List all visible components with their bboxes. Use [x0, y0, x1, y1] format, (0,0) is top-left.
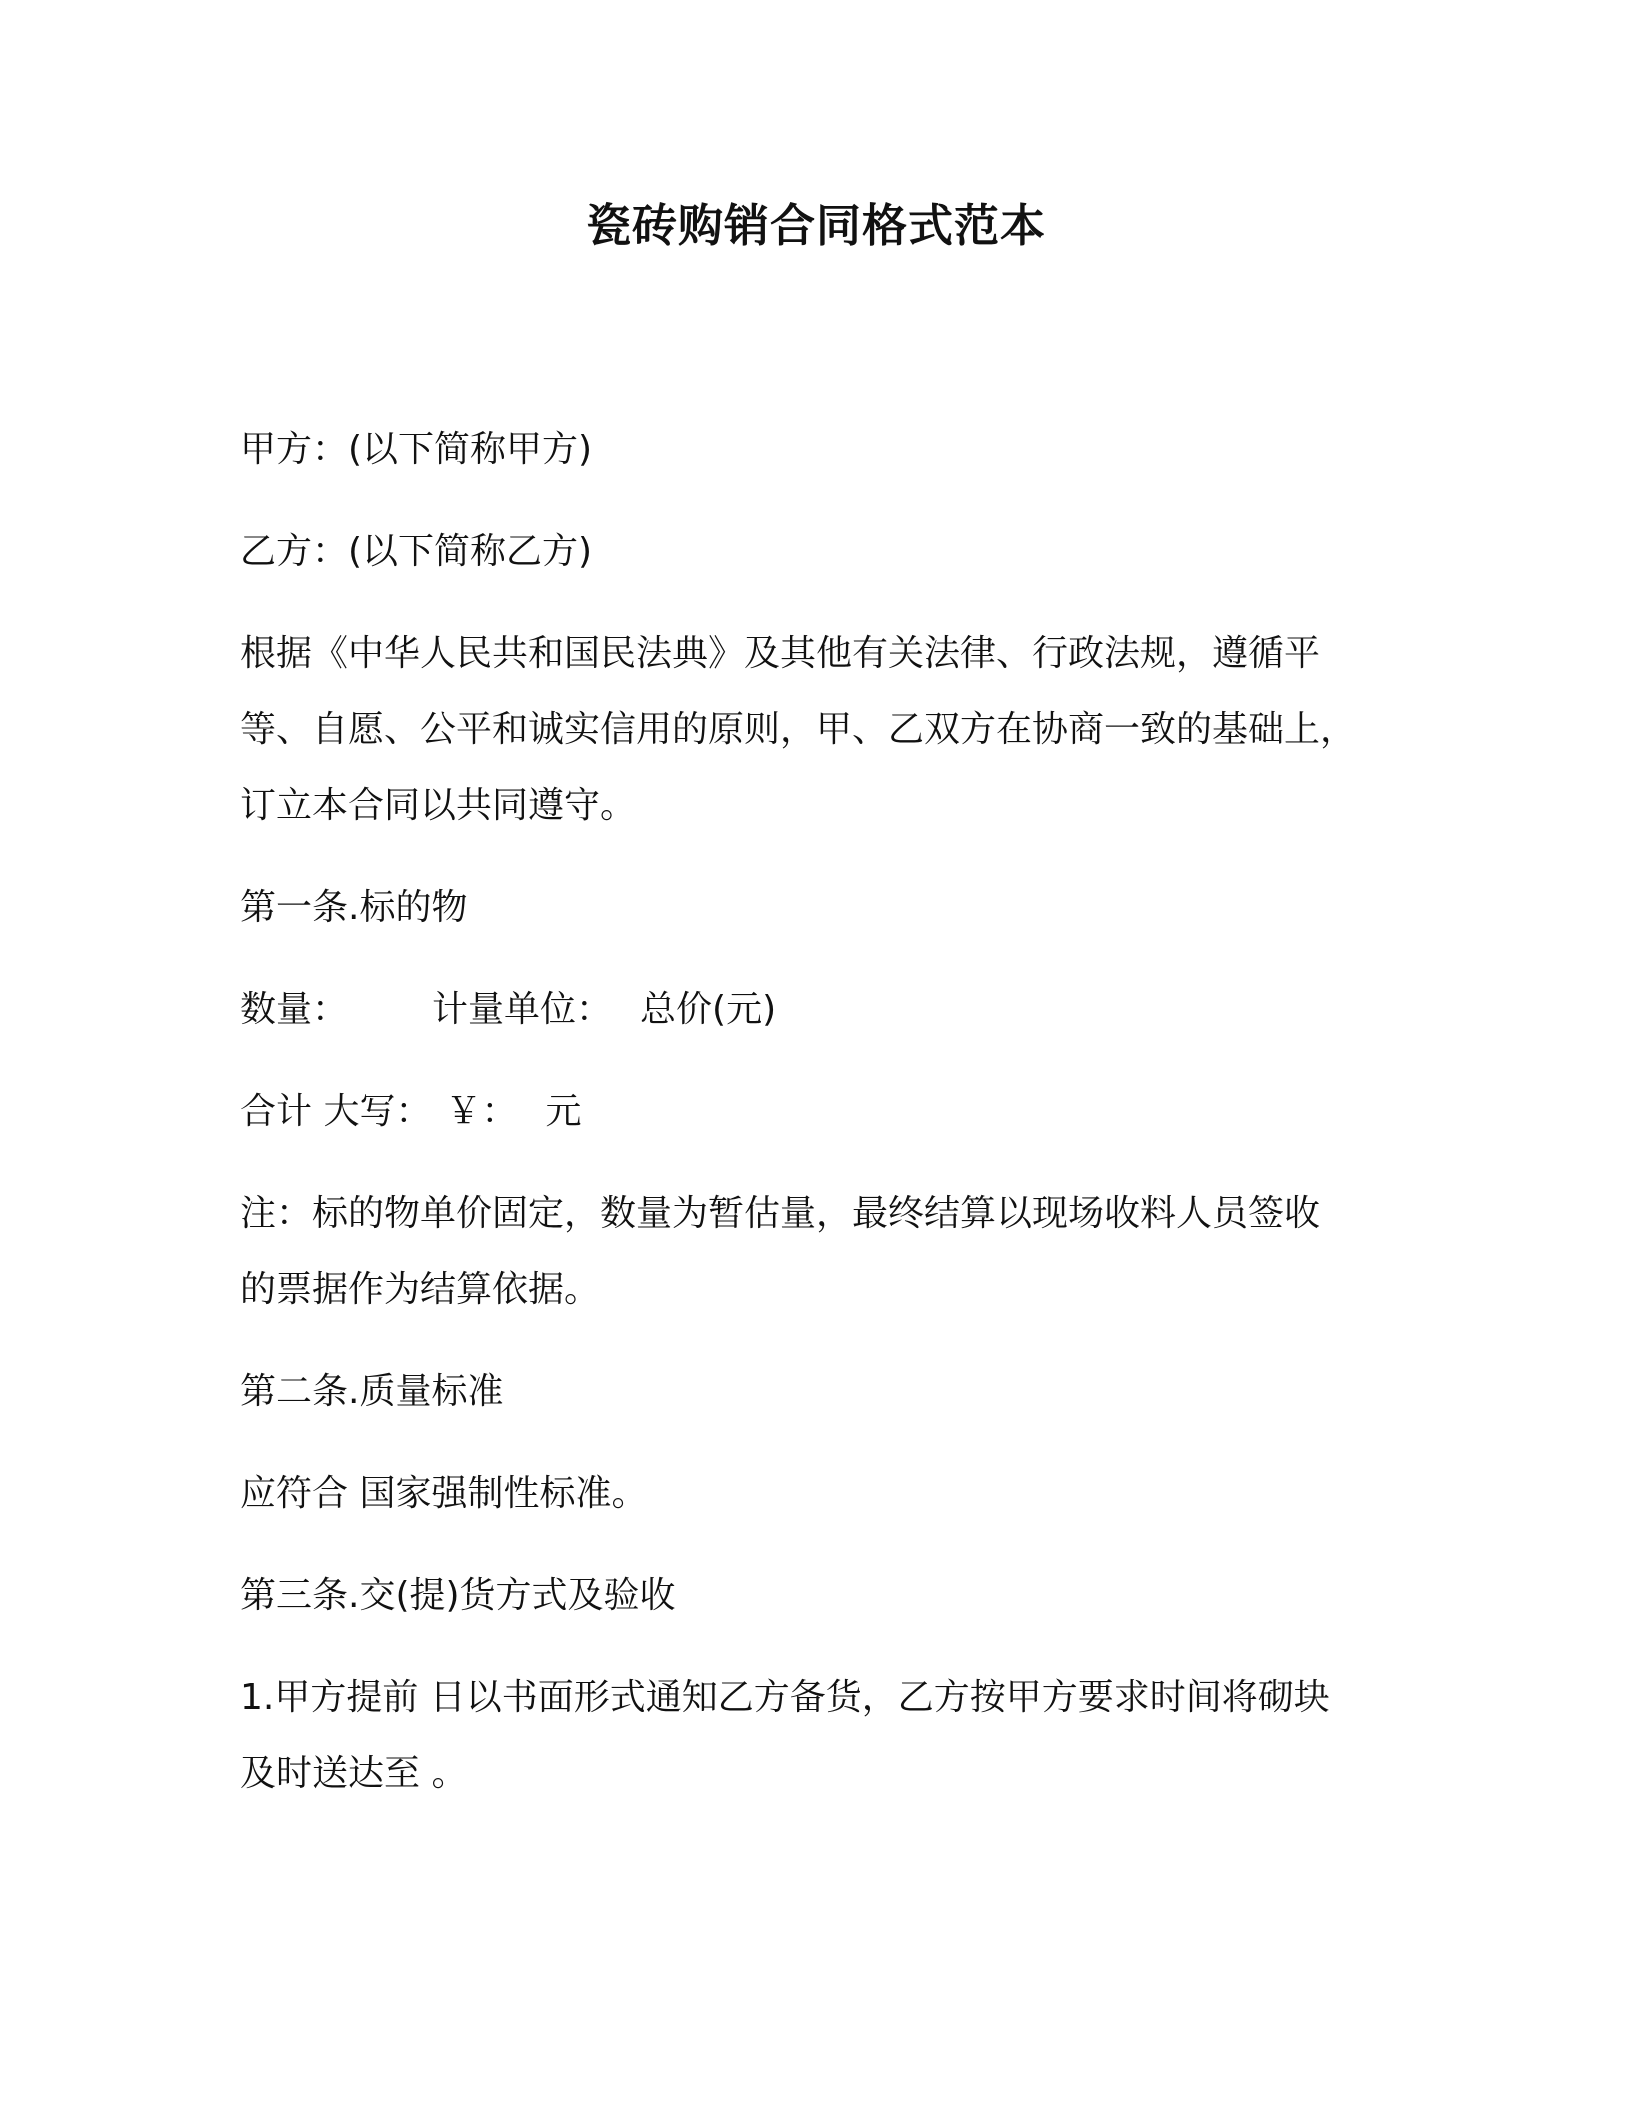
quantity-label: 数量：	[240, 989, 349, 1030]
party-a-line: 甲方：(以下简称甲方)	[240, 429, 593, 470]
article-3-item-1-line-2: 及时送达至 。	[240, 1753, 468, 1794]
document-title: 瓷砖购销合同格式范本	[585, 199, 1046, 252]
total-price-label: 总价(元)	[640, 989, 777, 1030]
preamble-line-2: 等、自愿、公平和诚实信用的原则，甲、乙双方在协商一致的基础上，	[240, 709, 1357, 750]
article-2-heading: 第二条.质量标准	[240, 1371, 504, 1412]
unit-label: 计量单位：	[432, 989, 613, 1030]
article-3-heading: 第三条.交(提)货方式及验收	[240, 1575, 676, 1616]
article-3-item-1-line-1: 1.甲方提前 日以书面形式通知乙方备货，乙方按甲方要求时间将砌块	[240, 1677, 1330, 1718]
note-line-1: 注：标的物单价固定，数量为暂估量，最终结算以现场收料人员签收	[240, 1193, 1321, 1234]
yuan-label: 元	[545, 1091, 582, 1132]
note-line-2: 的票据作为结算依据。	[240, 1269, 601, 1310]
quantity-row	[240, 984, 776, 1036]
preamble-line-1: 根据《中华人民共和国民法典》及其他有关法律、行政法规，遵循平	[240, 633, 1321, 674]
sum-label: 合计 大写：	[240, 1091, 432, 1132]
preamble-line-3: 订立本合同以共同遵守。	[240, 785, 637, 826]
party-b-line: 乙方：(以下简称乙方)	[240, 531, 593, 572]
article-1-heading: 第一条.标的物	[240, 887, 468, 928]
sum-row	[240, 1086, 581, 1138]
yuan-symbol-label: ￥：	[445, 1091, 518, 1132]
article-2-text: 应符合 国家强制性标准。	[240, 1473, 648, 1514]
